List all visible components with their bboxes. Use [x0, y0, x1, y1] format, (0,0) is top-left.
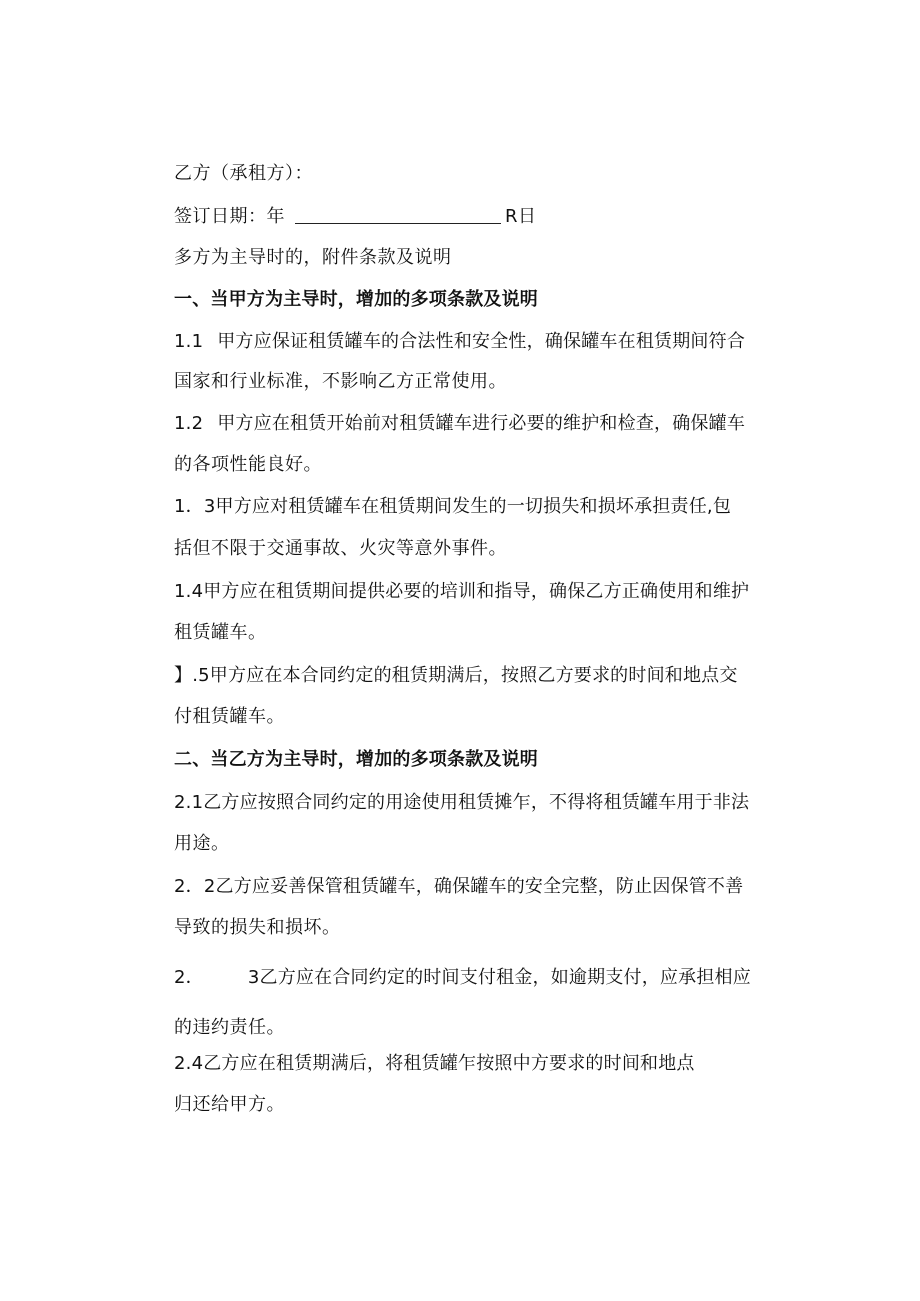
clause-2-2-line1 [174, 875, 743, 899]
clause-1-2-line1 [174, 412, 745, 436]
clause-1-2-text-cont: 的各项性能良好。 [174, 454, 322, 475]
clause-1-1-line2 [174, 370, 507, 394]
clause-1-5-line1 [174, 664, 738, 688]
clause-1-1-text-cont: 国家和行业标准，不影响乙方正常使用。 [174, 371, 507, 392]
section2-title [174, 748, 538, 772]
clause-1-4-text: 甲方应在租赁期间提供必要的培训和指导，确保乙方正确使用和维护 [203, 581, 750, 602]
section1-title-text: 一、当甲方为主导时，增加的多项条款及说明 [174, 289, 538, 310]
clause-2-4-number: 2.4 [174, 1053, 204, 1074]
clause-1-1-number: 1.1 [174, 331, 204, 352]
clause-2-1-line2 [174, 832, 230, 856]
clause-2-4-line1 [174, 1052, 695, 1076]
clause-1-3-text-cont: 括但不限于交通事故、火灾等意外事件。 [174, 538, 507, 559]
clause-2-4-line2 [174, 1093, 285, 1117]
clause-2-3-number: 2． [174, 967, 204, 988]
sign-date-suffix: R日 [505, 206, 537, 227]
clause-1-5-text: 甲方应在本合同约定的租赁期满后，按照乙方要求的时间和地点交 [209, 665, 738, 686]
clause-2-1-number: 2.1 [174, 792, 204, 813]
party-b-line [174, 162, 313, 186]
clause-2-4-text: 乙方应在租赁期满后，将租赁罐乍按照中方要求的时间和地点 [203, 1053, 695, 1074]
section1-title [174, 288, 538, 312]
clause-1-2-text: 甲方应在租赁开始前对租赁罐车进行必要的维护和检查，确保罐车 [217, 413, 746, 434]
clause-2-2-text: 乙方应妥善保管租赁罐车，确保罐车的安全完整，防止因保管不善 [215, 876, 744, 897]
clause-1-3-text: 甲方应对租赁罐车在租赁期间发生的一切损失和损坏承担责任,包 [215, 496, 732, 517]
clause-1-2-line2 [174, 453, 322, 477]
clause-1-4-line2 [174, 621, 267, 645]
clause-2-2-number: 2．2 [174, 876, 216, 897]
clause-2-3-text: 乙方应在合同约定的时间支付租金，如逾期支付，应承担相应 [259, 967, 751, 988]
clause-1-4-line1 [174, 580, 749, 604]
clause-2-2-line2 [174, 916, 341, 940]
sign-date-line [174, 205, 537, 229]
clause-1-5-number: 】.5 [174, 665, 210, 686]
clause-2-3-line2 [174, 1016, 285, 1040]
clause-2-3-text-cont: 的违约责任。 [174, 1017, 285, 1038]
clause-2-3-line1 [174, 966, 751, 990]
clause-1-4-number: 1.4 [174, 581, 204, 602]
section2-title-text: 二、当乙方为主导时，增加的多项条款及说明 [174, 749, 538, 770]
intro-text: 多方为主导时的，附件条款及说明 [174, 247, 452, 268]
clause-1-3-number: 1．3 [174, 496, 216, 517]
clause-2-3-number-suffix: 3 [247, 967, 260, 988]
clause-1-3-line1 [174, 495, 731, 519]
sign-date-prefix: 签订日期：年 [174, 206, 285, 227]
clause-1-5-line2 [174, 705, 285, 729]
clause-1-3-line2 [174, 537, 507, 561]
sign-date-blank [295, 205, 501, 224]
clause-1-1-text: 甲方应保证租赁罐车的合法性和安全性，确保罐车在租赁期间符合 [217, 331, 746, 352]
clause-2-1-text: 乙方应按照合同约定的用途使用租赁摊乍，不得将租赁罐车用于非法 [203, 792, 750, 813]
clause-1-2-number: 1.2 [174, 413, 204, 434]
clause-1-5-text-cont: 付租赁罐车。 [174, 706, 285, 727]
clause-1-1-line1 [174, 330, 745, 354]
party-b-label: 乙方（承租方）： [174, 163, 313, 184]
intro-line [174, 246, 452, 270]
clause-1-4-text-cont: 租赁罐车。 [174, 622, 267, 643]
clause-2-2-text-cont: 导致的损失和损坏。 [174, 917, 341, 938]
clause-2-1-line1 [174, 791, 749, 815]
clause-2-1-text-cont: 用途。 [174, 833, 230, 854]
clause-2-4-text-cont: 归还给甲方。 [174, 1094, 285, 1115]
